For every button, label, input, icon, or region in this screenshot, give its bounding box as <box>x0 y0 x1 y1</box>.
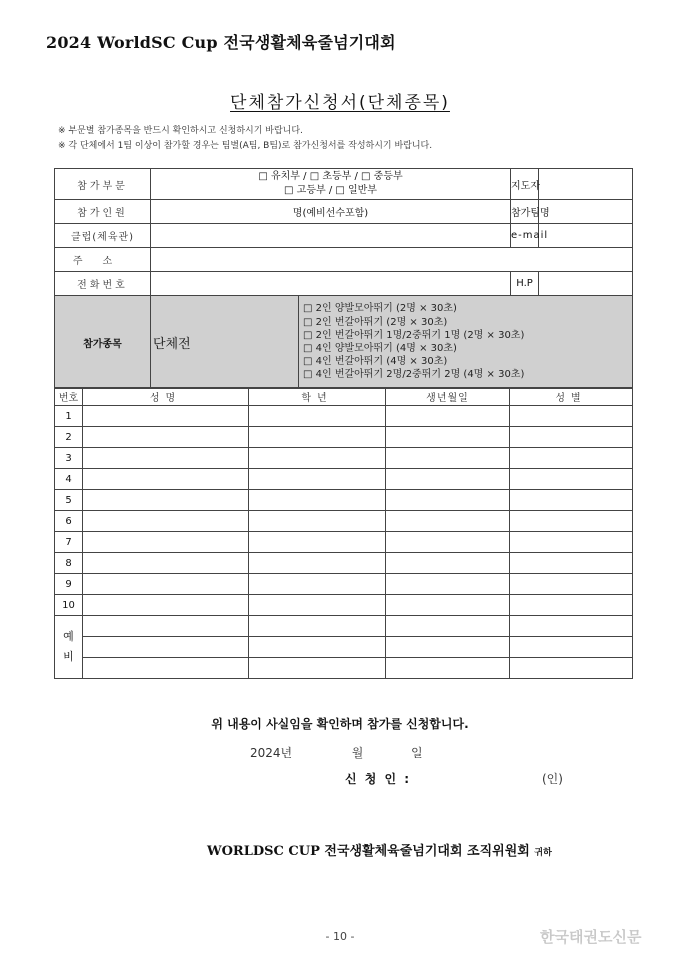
name-cell[interactable] <box>83 574 249 595</box>
grade-cell[interactable] <box>249 637 386 658</box>
seal-mark: (인) <box>542 772 563 786</box>
roster-header-number: 번호 <box>55 388 83 406</box>
gender-cell[interactable] <box>510 637 633 658</box>
table-row <box>55 595 633 616</box>
gender-cell[interactable] <box>510 448 633 469</box>
grade-cell[interactable] <box>249 427 386 448</box>
roster-header-birthdate: 생년월일 <box>386 388 510 406</box>
birthdate-cell[interactable] <box>386 511 510 532</box>
grade-cell[interactable] <box>249 532 386 553</box>
name-cell[interactable] <box>83 406 249 427</box>
address-label: 주소 <box>55 248 151 272</box>
gender-cell[interactable] <box>510 511 633 532</box>
table-row <box>55 469 633 490</box>
event-option-2[interactable]: □ 2인 번갈아뛰기 (2명 × 30초) <box>303 316 448 328</box>
row-number: 5 <box>55 490 83 511</box>
reserve-row <box>55 616 633 637</box>
participants-unit: 명(예비선수포함) <box>292 208 369 219</box>
watermark-logo: 한국태권도신문 <box>540 928 642 946</box>
grade-cell[interactable] <box>249 406 386 427</box>
birthdate-cell[interactable] <box>386 595 510 616</box>
roster-header-grade: 학년 <box>249 388 386 406</box>
gender-cell[interactable] <box>510 616 633 637</box>
gender-cell[interactable] <box>510 574 633 595</box>
instruction-note-2: ※ 각 단체에서 1팀 이상이 참가할 경우는 팀별(A팀, B팀)로 참가신청서를 작성하시기 바랍니다. <box>58 141 433 151</box>
table-row <box>55 406 633 427</box>
table-row <box>55 511 633 532</box>
gender-cell[interactable] <box>510 406 633 427</box>
coach-input[interactable] <box>539 169 633 200</box>
event-option-1[interactable]: □ 2인 양발모아뛰기 (2명 × 30초) <box>303 303 457 315</box>
team-name-input[interactable] <box>539 200 633 224</box>
division-options-line-1[interactable]: □ 유치부 / □ 초등부 / □ 중등부 <box>258 171 403 182</box>
name-cell[interactable] <box>83 511 249 532</box>
phone-label: 전화번호 <box>55 272 151 296</box>
name-cell[interactable] <box>83 490 249 511</box>
birthdate-cell[interactable] <box>386 448 510 469</box>
row-number: 1 <box>55 406 83 427</box>
addressee-honorific: 귀하 <box>534 848 552 858</box>
birthdate-cell[interactable] <box>386 490 510 511</box>
table-row <box>55 490 633 511</box>
committee-name: WORLDSC CUP 전국생활체육줄넘기대회 조직위원회 <box>207 844 530 859</box>
roster-header-name: 성명 <box>83 388 249 406</box>
addressee <box>207 840 552 859</box>
club-label: 클럽(체육관) <box>55 224 151 248</box>
table-row <box>55 532 633 553</box>
row-number: 2 <box>55 427 83 448</box>
gender-cell[interactable] <box>510 427 633 448</box>
roster-header-gender: 성별 <box>510 388 633 406</box>
club-input[interactable] <box>151 224 511 248</box>
name-cell[interactable] <box>83 553 249 574</box>
grade-cell[interactable] <box>249 448 386 469</box>
phone-input[interactable] <box>151 272 511 296</box>
birthdate-cell[interactable] <box>386 427 510 448</box>
grade-cell[interactable] <box>249 658 386 679</box>
table-row <box>55 448 633 469</box>
date-year: 2024년 <box>250 746 293 760</box>
email-input[interactable] <box>539 224 633 248</box>
grade-cell[interactable] <box>249 469 386 490</box>
birthdate-cell[interactable] <box>386 406 510 427</box>
row-number: 9 <box>55 574 83 595</box>
event-options <box>299 296 633 389</box>
grade-cell[interactable] <box>249 616 386 637</box>
event-label: 참가종목 <box>55 296 151 389</box>
gender-cell[interactable] <box>510 553 633 574</box>
reserve-row <box>55 658 633 679</box>
name-cell[interactable] <box>83 532 249 553</box>
gender-cell[interactable] <box>510 595 633 616</box>
grade-cell[interactable] <box>249 595 386 616</box>
name-cell[interactable] <box>83 637 249 658</box>
table-row <box>55 427 633 448</box>
page-number: - 10 - <box>325 930 355 943</box>
roster-table <box>54 387 633 679</box>
participants-input[interactable] <box>151 200 511 224</box>
instruction-note-1: ※ 부문별 참가종목을 반드시 확인하시고 신청하시기 바랍니다. <box>58 126 303 136</box>
division-options-line-2[interactable]: □ 고등부 / □ 일반부 <box>284 185 377 196</box>
grade-cell[interactable] <box>249 511 386 532</box>
participants-label: 참가인원 <box>55 200 151 224</box>
grade-cell[interactable] <box>249 574 386 595</box>
event-option-3[interactable]: □ 2인 번갈아뛰기 1명/2중뛰기 1명 (2명 × 30초) <box>303 329 525 341</box>
grade-cell[interactable] <box>249 553 386 574</box>
hp-label: H.P <box>511 272 539 296</box>
name-cell[interactable] <box>83 616 249 637</box>
name-cell[interactable] <box>83 595 249 616</box>
row-number: 3 <box>55 448 83 469</box>
birthdate-cell[interactable] <box>386 616 510 637</box>
form-title: 단체참가신청서(단체종목) <box>230 93 450 113</box>
date-month: 월 <box>351 746 364 760</box>
name-cell[interactable] <box>83 427 249 448</box>
name-cell[interactable] <box>83 658 249 679</box>
team-name-label: 참가팀명 <box>511 200 539 224</box>
row-number: 10 <box>55 595 83 616</box>
name-cell[interactable] <box>83 448 249 469</box>
birthdate-cell[interactable] <box>386 637 510 658</box>
date-day: 일 <box>411 746 423 760</box>
name-cell[interactable] <box>83 469 249 490</box>
division-label: 참가부문 <box>55 169 151 200</box>
email-label: e-mail <box>511 224 539 248</box>
gender-cell[interactable] <box>510 532 633 553</box>
row-number: 8 <box>55 553 83 574</box>
table-row <box>55 574 633 595</box>
applicant-label: 신 청 인 : <box>345 772 412 786</box>
grade-cell[interactable] <box>249 490 386 511</box>
birthdate-cell[interactable] <box>386 532 510 553</box>
event-option-5[interactable]: □ 4인 번갈아뛰기 (4명 × 30초) <box>303 356 448 368</box>
document-header: 2024 WorldSC Cup 전국생활체육줄넘기대회 <box>46 33 396 52</box>
row-number: 6 <box>55 511 83 532</box>
row-number: 4 <box>55 469 83 490</box>
gender-cell[interactable] <box>510 490 633 511</box>
address-input[interactable] <box>151 248 633 272</box>
row-number: 7 <box>55 532 83 553</box>
reserve-label: 예 비 <box>55 616 83 679</box>
gender-cell[interactable] <box>510 658 633 679</box>
application-date <box>250 744 423 761</box>
birthdate-cell[interactable] <box>386 469 510 490</box>
reserve-row <box>55 637 633 658</box>
gender-cell[interactable] <box>510 469 633 490</box>
birthdate-cell[interactable] <box>386 553 510 574</box>
event-option-4[interactable]: □ 4인 양발모아뛰기 (4명 × 30초) <box>303 343 457 354</box>
division-options[interactable] <box>151 169 511 200</box>
application-info-table <box>54 168 633 389</box>
table-row <box>55 553 633 574</box>
event-type: 단체전 <box>151 296 299 389</box>
hp-input[interactable] <box>539 272 633 296</box>
instructions <box>58 124 432 154</box>
coach-label: 지도자 <box>511 169 539 200</box>
birthdate-cell[interactable] <box>386 574 510 595</box>
event-option-6[interactable]: □ 4인 번갈아뛰기 2명/2중뛰기 2명 (4명 × 30초) <box>303 369 525 381</box>
confirmation-statement: 위 내용이 사실임을 확인하며 참가를 신청합니다. <box>211 717 469 731</box>
birthdate-cell[interactable] <box>386 658 510 679</box>
